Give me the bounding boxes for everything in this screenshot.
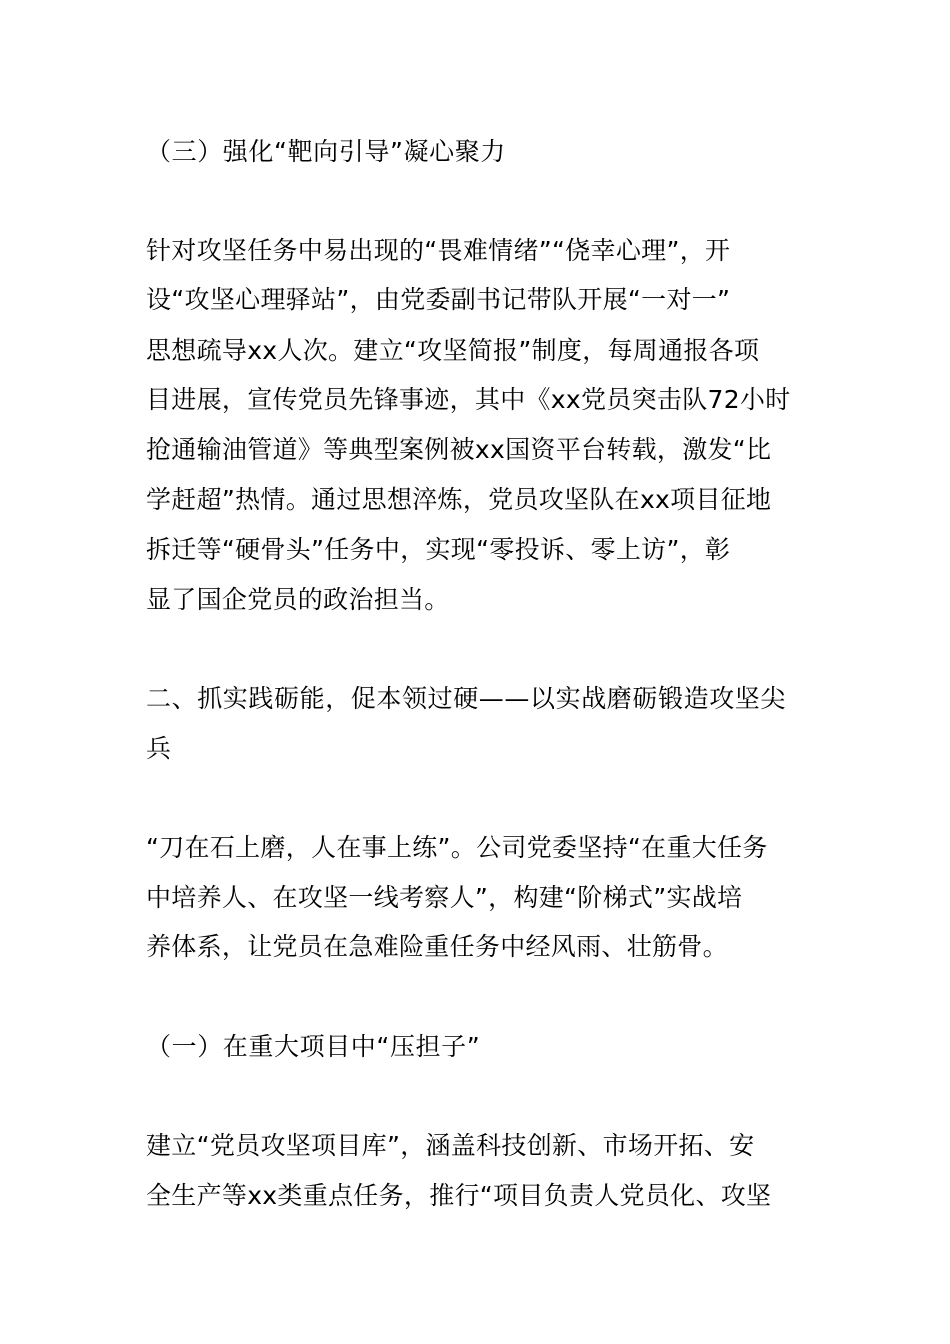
section-heading-major-projects: （一）在重大项目中“压担子” <box>146 1032 481 1061</box>
paragraph-line: “刀在石上磨，人在事上练”。公司党委坚持“在重大任务 <box>146 833 768 862</box>
paragraph-line: 设“攻坚心理驿站”，由党委副书记带队开展“一对一” <box>146 285 731 314</box>
paragraph-line: 全生产等xx类重点任务，推行“项目负责人党员化、攻坚 <box>146 1181 772 1210</box>
heading-line: 兵 <box>146 734 172 763</box>
paragraph-line: 显了国企党员的政治担当。 <box>146 585 450 614</box>
paragraph-line: 目进展，宣传党员先锋事迹，其中《xx党员突击队72小时 <box>146 385 791 414</box>
paragraph-line: 抢通输油管道》等典型案例被xx国资平台转载，激发“比 <box>146 435 772 464</box>
paragraph-line: 建立“党员攻坚项目库”，涵盖科技创新、市场开拓、安 <box>146 1131 755 1160</box>
heading-line: 二、抓实践砺能，促本领过硬——以实战磨砺锻造攻坚尖 <box>146 684 787 713</box>
paragraph-line: 中培养人、在攻坚一线考察人”，构建“阶梯式”实战培 <box>146 883 743 912</box>
section-heading-strengthen-guidance: （三）强化“靶向引导”凝心聚力 <box>146 137 506 166</box>
paragraph-line: 针对攻坚任务中易出现的“畏难情绪”“侥幸心理”，开 <box>146 236 731 265</box>
paragraph-line: 养体系，让党员在急难险重任务中经风雨、壮筋骨。 <box>146 932 728 961</box>
paragraph-line: 思想疏导xx人次。建立“攻坚简报”制度，每周通报各项 <box>146 336 760 365</box>
paragraph-line: 学赶超”热情。通过思想淬炼，党员攻坚队在xx项目征地 <box>146 485 772 514</box>
paragraph-line: 拆迁等“硬骨头”任务中，实现“零投诉、零上访”，彰 <box>146 535 731 564</box>
